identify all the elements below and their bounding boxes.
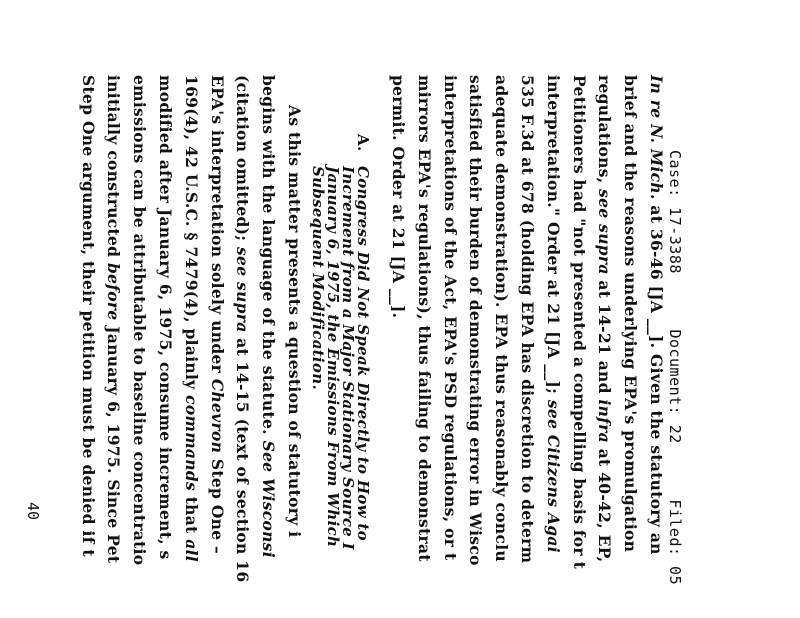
text-line xyxy=(182,75,201,562)
italic-text: See Wisconsi xyxy=(259,440,279,558)
italic-text: In re N. Mich. xyxy=(647,75,666,200)
filed-date: Filed: 05 xyxy=(666,499,684,586)
text-run: Step One – xyxy=(207,453,227,555)
text-run: initially constructed xyxy=(104,75,124,263)
text-run: that xyxy=(181,491,201,540)
text-line xyxy=(466,75,485,566)
text-run: January 6, 1975. Since Pet xyxy=(104,320,124,564)
text-run: at 36-46 [JA __]. Given the statutory an xyxy=(647,199,666,555)
text-line xyxy=(647,75,666,555)
text-run: modified after January 6, 1975, consume increment, s xyxy=(156,75,175,560)
text-run: satisfied their burden of demonstrating error in Wisco xyxy=(466,75,486,566)
text-run: permit. Order at 21 [JA __]. xyxy=(389,75,408,319)
italic-text: infra xyxy=(595,399,615,443)
document-number: Document: 22 xyxy=(666,329,684,444)
heading-line: Subsequent Modification. xyxy=(309,166,327,390)
text-run: emissions can be attributable to baseline concentratio xyxy=(130,75,150,566)
text-line xyxy=(233,75,252,582)
text-run: at 14-21 and xyxy=(595,274,615,400)
italic-text: commands xyxy=(181,395,201,492)
text-line xyxy=(492,75,511,562)
text-line xyxy=(595,75,614,562)
text-line xyxy=(389,75,408,318)
text-line xyxy=(208,75,227,554)
text-run: 169(4), 42 U.S.C. § 7479(4), plainly xyxy=(181,75,201,396)
text-line xyxy=(441,75,460,560)
italic-text: Chevron xyxy=(207,378,227,454)
text-run: (citation omitted); xyxy=(233,75,253,248)
text-run: at 40-42, EP, xyxy=(595,443,615,563)
text-run: interpretations of the Act, EPA's PSD regulations, or t xyxy=(440,75,460,561)
text-run: regulations, xyxy=(595,75,615,190)
text-run: Step One argument, their petition must be denied if t xyxy=(78,75,98,557)
text-line xyxy=(544,75,563,553)
italic-text: all xyxy=(181,539,201,562)
heading-line: Increment from a Major Stationary Source I xyxy=(339,166,357,550)
text-line xyxy=(570,75,589,569)
heading-line: Congress Did Not Speak Directly to How to xyxy=(354,166,372,541)
text-line xyxy=(415,75,434,562)
text-run: EPA's interpretation solely under xyxy=(207,75,227,379)
text-run: at 14-15 (text of section 16 xyxy=(233,332,253,583)
text-run: begins with the language of the statute. xyxy=(259,75,279,441)
italic-text: see supra xyxy=(595,189,615,275)
heading-label: A. xyxy=(354,134,372,152)
text-line xyxy=(156,75,175,560)
text-line xyxy=(621,75,640,552)
text-line xyxy=(518,75,537,563)
text-run: brief and the reasons underlying EPA's promulgation xyxy=(621,75,641,553)
text-run: As this matter presents a question of statutory i xyxy=(285,105,304,538)
text-line xyxy=(285,105,304,537)
text-run: 535 F.3d at 678 (holding EPA has discretion to determ xyxy=(518,75,537,564)
text-line xyxy=(104,75,123,563)
text-run: Petitioners had "not presented a compelling basis for t xyxy=(569,75,589,570)
italic-text: see supra xyxy=(233,247,253,333)
text-run: adequate demonstration). EPA thus reasonably conclu xyxy=(492,75,512,562)
heading-line: January 6, 1975, the Emissions From Which xyxy=(324,166,342,548)
text-run: interpretation." Order at 21 [JA __]; xyxy=(543,75,563,400)
italic-text: see Citizens Agai xyxy=(543,399,563,553)
text-line xyxy=(259,75,278,558)
text-line xyxy=(130,75,149,565)
case-header xyxy=(666,150,684,618)
text-line xyxy=(79,75,98,557)
italic-text: before xyxy=(104,262,124,321)
page-number: 40 xyxy=(24,502,42,521)
case-number: Case: 17-3388 xyxy=(666,150,684,274)
text-run: mirrors EPA's regulations), thus failing to demonstrat xyxy=(414,75,434,562)
